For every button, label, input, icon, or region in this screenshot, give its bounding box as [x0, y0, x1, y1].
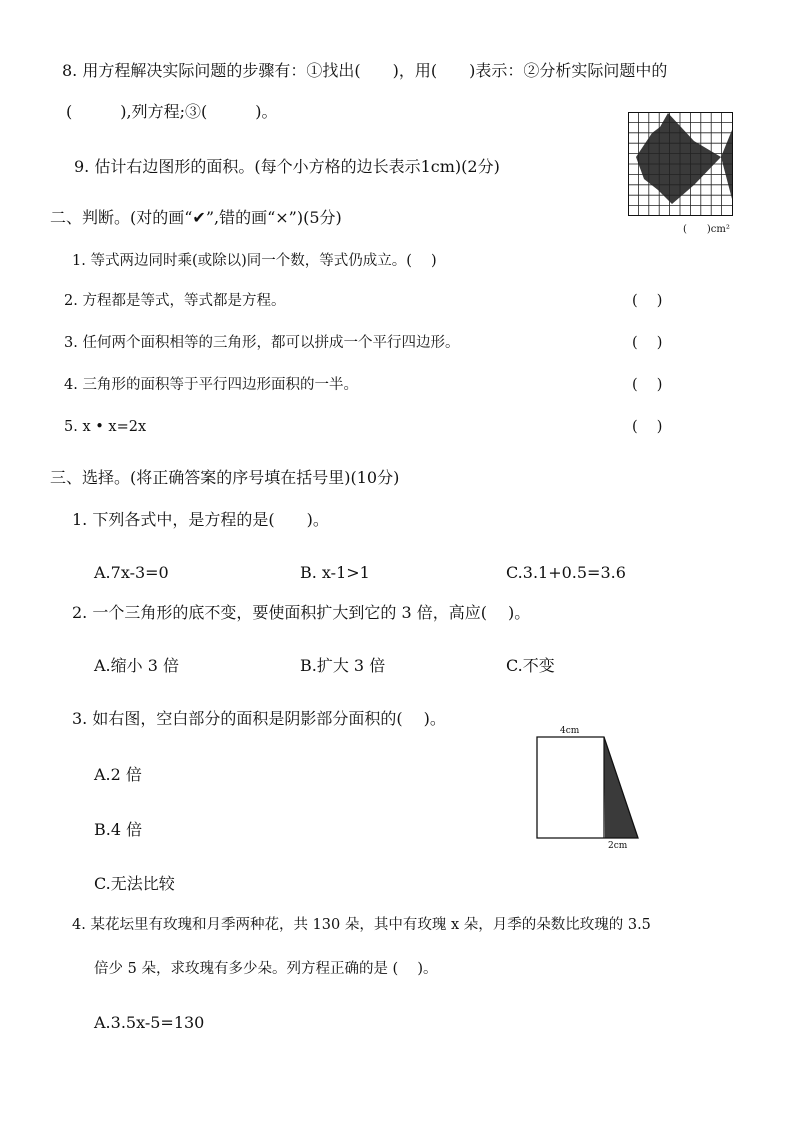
choice-q2-option-b: B.扩大 3 倍 — [300, 656, 386, 675]
choice-q2-text: 2. 一个三角形的底不变，要使面积扩大到它的 3 倍，高应( )。 — [72, 603, 531, 622]
choice-q1-option-c: C.3.1+0.5=3.6 — [506, 563, 626, 582]
judge-item-2: 2. 方程都是等式，等式都是方程。 — [64, 293, 286, 309]
choice-q4-line1: 4. 某花坛里有玫瑰和月季两种花，共 130 朵，其中有玫瑰 x 朵，月季的朵数比玫瑰的 3.5 — [72, 917, 651, 933]
choice-q3-text: 3. 如右图，空白部分的面积是阴影部分面积的( )。 — [72, 709, 446, 728]
choice-q4-line2: 倍少 5 朵，求玫瑰有多少朵。列方程正确的是 ( )。 — [94, 961, 438, 977]
choice-q3-option-b: B.4 倍 — [94, 820, 143, 839]
grid-area-blank: ( )cm² — [683, 224, 730, 235]
judge-item-3: 3. 任何两个面积相等的三角形，都可以拼成一个平行四边形。 — [64, 335, 460, 351]
judge-blank-5: ( ) — [632, 419, 663, 435]
q8-line2: ( ),列方程;③( )。 — [66, 102, 278, 121]
grid-figure — [628, 112, 734, 218]
part2-header: 二、判断。(对的画“✔”,错的画“×”)(5分) — [50, 208, 342, 227]
choice-q4-option-a: A.3.5x-5=130 — [94, 1013, 205, 1032]
trapezoid-top-label: 4cm — [560, 726, 580, 736]
q8-line1: 8. 用方程解决实际问题的步骤有：①找出( )，用( )表示：②分析实际问题中的 — [62, 61, 668, 80]
judge-blank-3: ( ) — [632, 335, 663, 351]
judge-item-5: 5. x • x=2x — [64, 419, 147, 435]
choice-q1-text: 1. 下列各式中，是方程的是( )。 — [72, 510, 329, 529]
choice-q2-option-c: C.不变 — [506, 656, 555, 675]
part3-header: 三、选择。(将正确答案的序号填在括号里)(10分) — [50, 468, 400, 487]
judge-blank-2: ( ) — [632, 293, 663, 309]
choice-q3-option-a: A.2 倍 — [94, 765, 142, 784]
trapezoid-bottom-label: 2cm — [608, 841, 628, 851]
choice-q3-option-c: C.无法比较 — [94, 874, 175, 893]
judge-blank-4: ( ) — [632, 377, 663, 393]
judge-item-1: 1. 等式两边同时乘(或除以)同一个数，等式仍成立。( ) — [72, 253, 437, 269]
choice-q1-option-a: A.7x-3=0 — [94, 563, 169, 582]
choice-q2-option-a: A.缩小 3 倍 — [94, 656, 179, 675]
choice-q1-option-b: B. x-1>1 — [300, 563, 370, 582]
q9-text: 9. 估计右边图形的面积。(每个小方格的边长表示1cm)(2分) — [74, 157, 500, 176]
trapezoid-figure — [536, 736, 640, 840]
judge-item-4: 4. 三角形的面积等于平行四边形面积的一半。 — [64, 377, 358, 393]
